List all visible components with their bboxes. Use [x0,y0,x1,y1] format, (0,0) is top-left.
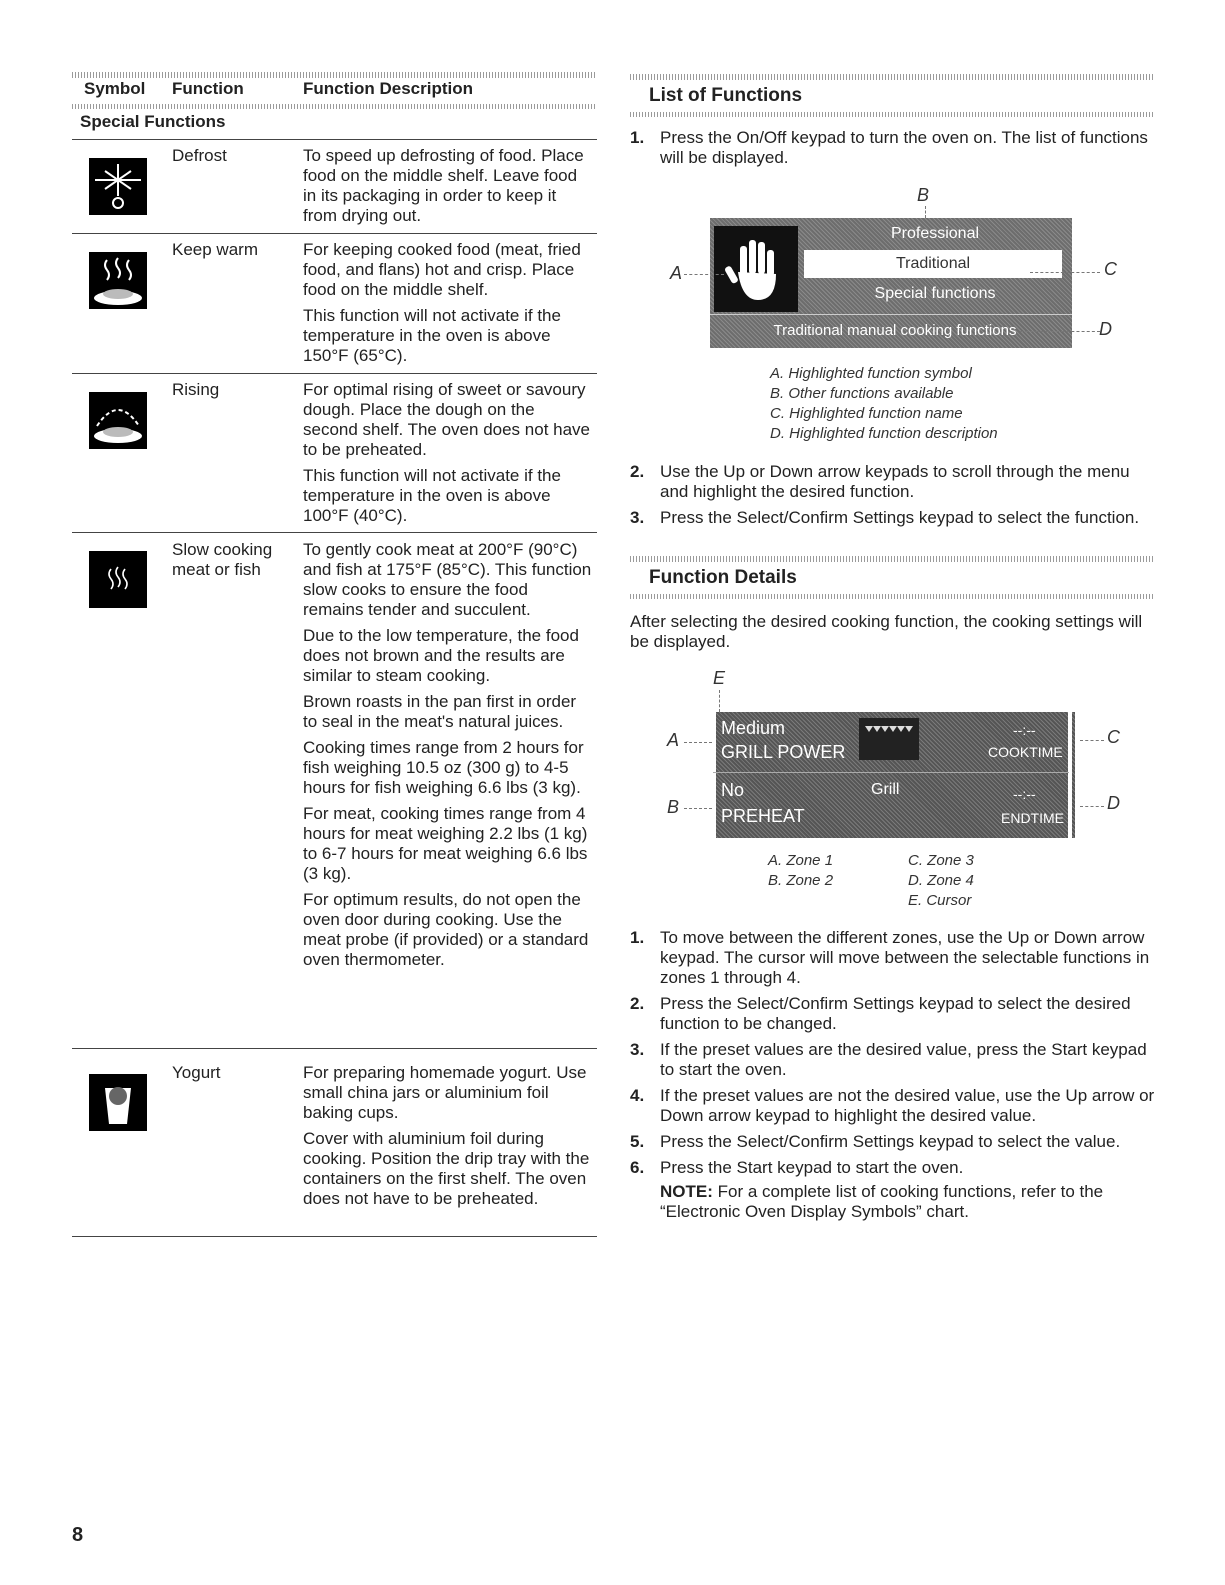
step-text: Press the Select/Confirm Settings keypad to select the function. [660,508,1140,527]
list-item [630,508,1150,528]
note [660,1182,1155,1222]
cooking-settings-display [713,712,1075,838]
leader-line [684,808,712,809]
list-item [630,1040,1155,1080]
step-number: 3. [630,508,645,527]
steps-list [630,462,1150,534]
function-description [303,1063,593,1215]
description-paragraph: Cooking times range from 2 hours for fish weighing 10.5 oz (300 g) to 4-5 hours for fish weighing 6.6 lbs (3 kg). [303,738,584,797]
label-d: D [1107,793,1120,813]
zone2-value: No [721,780,745,800]
section-special-functions: Special Functions [80,112,226,131]
menu-item-traditional: Traditional [804,250,1062,278]
caption: D. Zone 4 [908,872,974,889]
zone3-label: COOKTIME [988,744,1063,760]
zone3-value: --:-- [1013,722,1036,738]
leader-line [925,206,926,218]
step-number: 4. [630,1086,645,1105]
header-shading [72,104,597,109]
step-number: 2. [630,994,645,1013]
grill-icon [859,718,919,760]
step-number: 1. [630,928,645,947]
menu-item-special-functions: Special functions [874,285,996,302]
list-item [630,1158,1155,1222]
list-item: 1. Press the On/Off keypad to turn the oven on. The list of functions will be displayed. [630,128,1148,167]
intro-text: After selecting the desired cooking function, the cooking settings will be displayed. [630,612,1143,651]
list-item [630,994,1155,1034]
step-text: Press the Select/Confirm Settings keypad to select the value. [660,1132,1121,1151]
section-top-shading [630,74,1155,80]
label-b: B [917,185,930,205]
leader-line [1020,331,1100,332]
header-symbol: Symbol [84,79,146,98]
hand-icon [714,226,798,312]
zone1-label: GRILL POWER [721,742,846,762]
description-paragraph: For keeping cooked food (meat, fried food, and flans) hot and crisp. Place food on the middle shelf. [303,240,581,299]
step-number: 5. [630,1132,645,1151]
function-list-display [710,218,1072,348]
zone4-value: --:-- [1013,786,1036,802]
description-paragraph: To speed up defrosting of food. Place food on the middle shelf. Leave food in its packaging in order to keep it from drying out. [303,146,584,225]
function-description [303,380,593,532]
table-bottom-rule [72,1236,597,1237]
description-paragraph: Due to the low temperature, the food does not brown and the results are similar to steam cooking. [303,626,579,685]
steps-list [630,928,1155,1228]
description-paragraph: For optimum results, do not open the oven door during cooking. Use the meat probe (if provided) or a standard oven thermometer. [303,890,589,969]
keep-warm-icon [89,252,147,309]
step-text: If the preset values are the desired value, press the Start keypad to start the oven. [660,1040,1147,1079]
header-function: Function [172,79,244,98]
leader-line [684,742,712,743]
rising-icon [89,392,147,449]
caption: A. Zone 1 [768,852,834,869]
list-item [630,462,1150,502]
list-item [630,1132,1155,1152]
steps-list [630,128,1150,174]
section-title-shading [630,112,1155,117]
function-name: Rising [172,380,220,399]
yogurt-icon [89,1074,147,1131]
display-divider [710,314,1072,315]
cursor [713,712,716,838]
table-top-shading [72,72,597,78]
label-d: D [1099,319,1112,339]
menu-item-professional: Professional [890,225,980,242]
note-text: For a complete list of cooking functions, refer to the “Electronic Oven Display Symbols” chart. [660,1182,1104,1221]
zone-captions-right [908,851,1028,911]
step-number: 2. [630,462,645,481]
function-description [303,540,593,976]
description-paragraph: For meat, cooking times range from 4 hours for meat weighing 2.2 lbs (1 kg) to 6-7 hours for meat weighing 6.6 lbs (3 kg). [303,804,588,883]
function-name: Slow cooking meat or fish [172,540,273,579]
step-text: To move between the different zones, use the Up or Down arrow keypad. The cursor will move between the selectable functions in zones 1 through 4. [660,928,1150,987]
section-title-shading [630,594,1155,599]
list-item [630,928,1155,988]
function-description [303,240,593,372]
page-number: 8 [72,1524,84,1546]
row-divider [72,1048,597,1049]
caption: C. Zone 3 [908,852,974,869]
label-a: A [667,730,680,750]
section-title-function-details: Function Details [649,567,797,588]
list-item [630,1086,1155,1126]
figure-captions [770,364,1070,444]
description-paragraph: Brown roasts in the pan first in order to seal in the meat's natural juices. [303,692,577,731]
caption: D. Highlighted function description [770,425,998,442]
section-title-list-of-functions: List of Functions [649,85,803,106]
row-divider [72,532,597,533]
zone4-label: ENDTIME [1001,810,1064,826]
function-description-text: Traditional manual cooking functions [773,322,1017,339]
description-paragraph: To gently cook meat at 200°F (90°C) and fish at 175°F (85°C). This function slow cooks to ensure the food remains tender and succulent. [303,540,592,619]
caption: E. Cursor [908,892,972,909]
step-text: If the preset values are not the desired value, use the Up arrow or Down arrow keypad to highlight the desired value. [660,1086,1155,1125]
zone1-value: Medium [721,718,786,738]
function-name: Defrost [172,146,227,165]
description-paragraph: Cover with aluminium foil during cooking. Position the drip tray with the containers on the first shelf. The oven does not have to be preheated. [303,1129,590,1208]
caption: A. Highlighted function symbol [770,365,972,382]
label-c: C [1104,259,1117,279]
label-c: C [1107,727,1120,747]
section-top-shading [630,556,1155,562]
function-name: Keep warm [172,240,258,259]
description-paragraph: For preparing homemade yogurt. Use small china jars or aluminium foil baking cups. [303,1063,587,1122]
description-paragraph: This function will not activate if the temperature in the oven is above 100°F (40°C). [303,466,561,525]
step-text: Press the On/Off keypad to turn the oven on. The list of functions will be displayed. [660,128,1148,167]
description-paragraph: For optimal rising of sweet or savoury dough. Place the dough on the second shelf. The oven does not have to be preheated. [303,380,590,459]
function-description [303,146,593,232]
defrost-icon [89,158,147,215]
leader-line [1080,806,1104,807]
function-name: Yogurt [172,1063,221,1082]
step-text: Press the Start keypad to start the oven. [660,1158,964,1177]
leader-line [719,690,720,712]
row-divider [72,233,597,234]
right-edge-bar [1068,712,1072,838]
label-a: A [670,263,683,283]
note-label: NOTE: [660,1182,713,1201]
caption: C. Highlighted function name [770,405,963,422]
description-paragraph: This function will not activate if the temperature in the oven is above 150°F (65°C). [303,306,561,365]
step-number: 6. [630,1158,645,1177]
step-text: Use the Up or Down arrow keypads to scroll through the menu and highlight the desired function. [660,462,1130,501]
grill-label: Grill [871,781,900,798]
row-divider [72,373,597,374]
caption: B. Zone 2 [768,872,834,889]
header-description: Function Description [303,79,473,98]
leader-line [1030,272,1100,273]
display-divider [713,772,1069,773]
step-text: Press the Select/Confirm Settings keypad to select the desired function to be changed. [660,994,1131,1033]
leader-line [684,274,724,275]
caption: B. Other functions available [770,385,954,402]
label-e: E [713,668,726,688]
slow-cooking-icon [89,551,147,608]
leader-line [1080,740,1104,741]
zone2-label: PREHEAT [721,806,805,826]
step-number: 3. [630,1040,645,1059]
zone-captions-left [768,851,888,891]
row-divider [72,139,597,140]
label-b: B [667,797,680,817]
